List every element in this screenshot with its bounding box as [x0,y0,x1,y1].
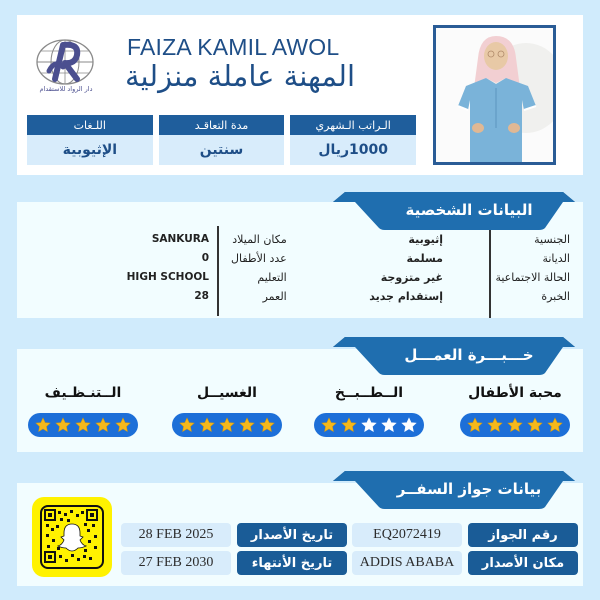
personal-labels-right [495,232,570,304]
star-rating [460,413,570,437]
work-experience-banner [333,337,575,377]
worker-photo [433,25,556,165]
salary-value: 1000ريال [290,135,416,165]
passport-banner [333,471,575,511]
person-photo-icon [436,28,553,162]
marital-status-value: غير متزوجة [380,271,443,284]
qr-pattern [40,505,104,569]
star-filled-icon [179,417,195,433]
experience-label: الخبرة [541,290,570,303]
nationality-value: إثيوبية [408,233,443,246]
skill-name: الغسيــل [197,385,257,401]
skill-name: الــطــبــخ [334,385,404,401]
nationality-label: الجنسية [534,233,570,246]
skill-name: محبة الأطفال [468,385,562,401]
children-label: عدد الأطفال [231,252,287,265]
agency-logo [33,37,97,103]
worker-name: FAIZA KAMIL AWOL [127,34,340,60]
education-label: التعليم [257,271,287,284]
issue-date-label: تاريخ الأصدار [237,523,347,547]
star-filled-icon [321,417,337,433]
contract-duration-value: سنتين [159,135,285,165]
salary-box [290,115,416,165]
issue-date-value: 28 FEB 2025 [121,523,231,547]
star-empty-icon [381,417,397,433]
experience-value: إستقدام جديد [369,290,443,303]
star-filled-icon [199,417,215,433]
star-filled-icon [239,417,255,433]
contract-duration-label: مدة التعاقـد [159,115,285,135]
skill-cleaning [28,385,138,437]
star-filled-icon [487,417,503,433]
passport-number-value: EQ2072419 [352,523,462,547]
star-filled-icon [115,417,131,433]
star-rating [314,413,424,437]
star-filled-icon [341,417,357,433]
star-filled-icon [219,417,235,433]
star-empty-icon [401,417,417,433]
star-filled-icon [55,417,71,433]
expiry-date-value: 27 FEB 2030 [121,551,231,575]
divider-right [489,222,491,318]
marital-status-label: الحالة الاجتماعية [495,271,570,284]
divider-left [217,226,219,316]
personal-values-left [119,232,209,304]
education-value: HIGH SCHOOL [126,271,209,283]
passport-title: بيانات جواز السفــر [396,480,542,498]
languages-box [27,115,153,165]
personal-labels-left [231,232,287,304]
globe-r-icon [33,37,97,87]
work-experience-title: خـــبـــرة العمـــل [404,346,534,364]
star-filled-icon [547,417,563,433]
salary-label: الـراتب الـشهري [290,115,416,135]
star-filled-icon [467,417,483,433]
personal-values-right [369,232,443,304]
personal-data-banner [333,192,575,232]
contract-info-boxes [27,115,416,165]
issue-place-value: ADDIS ABABA [352,551,462,575]
skill-laundry [172,385,282,437]
languages-value: الإثيوبية [27,135,153,165]
skill-name: الــتنـظـيف [44,385,122,401]
header-card [17,15,583,175]
star-filled-icon [527,417,543,433]
star-filled-icon [507,417,523,433]
religion-value: مسلمة [406,252,443,265]
issue-place-label: مكان الأصدار [468,551,578,575]
passport-number-label: رقم الجواز [468,523,578,547]
age-label: العمر [262,290,287,303]
star-rating [28,413,138,437]
age-value: 28 [194,290,209,302]
star-filled-icon [259,417,275,433]
expiry-date-label: تاريخ الأنتهاء [237,551,347,575]
birthplace-value: SANKURA [151,233,209,245]
star-rating [172,413,282,437]
personal-data-title: البيانات الشخصية [405,201,533,219]
birthplace-label: مكان الميلاد [232,233,287,246]
contract-duration-box [159,115,285,165]
skill-childcare [460,385,570,437]
passport-fields [121,523,578,575]
snapchat-ghost-icon [58,524,86,551]
religion-label: الديانة [542,252,570,265]
languages-label: اللـغات [27,115,153,135]
star-filled-icon [35,417,51,433]
children-value: 0 [201,252,209,264]
agency-caption: دار الرواد للاستقدام [39,85,93,93]
star-filled-icon [95,417,111,433]
qr-pattern-icon [42,507,102,567]
snapchat-qr-code[interactable] [32,497,112,577]
skill-cooking [314,385,424,437]
profession-title: المهنة عاملة منزلية [125,59,356,93]
star-filled-icon [75,417,91,433]
star-empty-icon [361,417,377,433]
